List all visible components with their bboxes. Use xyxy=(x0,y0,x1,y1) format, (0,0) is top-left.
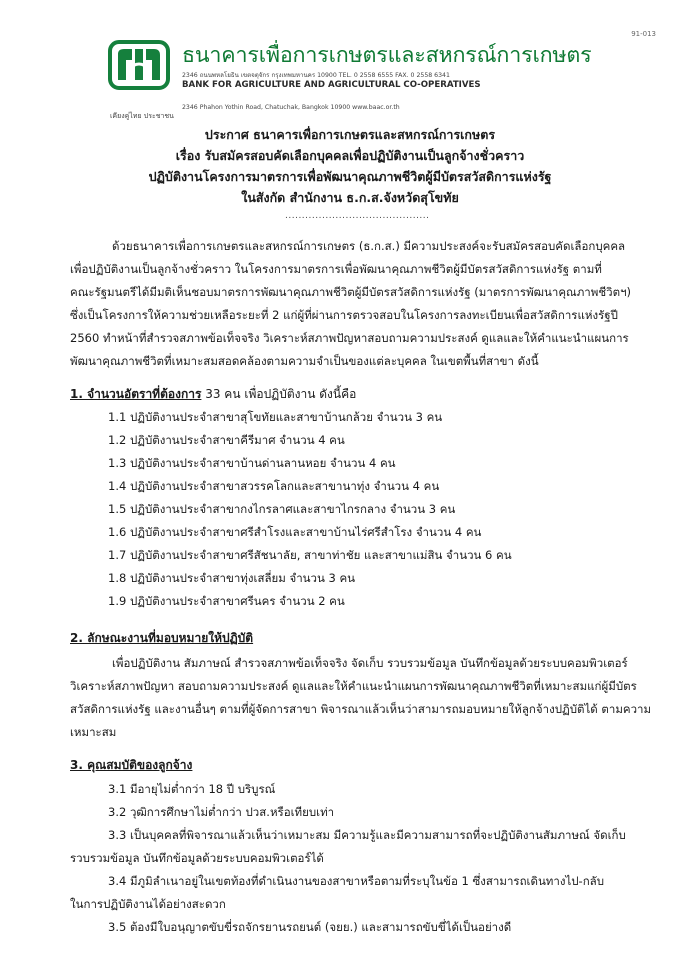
announcement-title xyxy=(120,124,580,208)
section-3-line: 3.1 มีอายุไม่ต่ำกว่า 18 ปี บริบูรณ์ xyxy=(108,782,276,796)
section-1-heading-rest: 33 คน เพื่อปฏิบัติงาน ดังนี้คือ xyxy=(201,387,357,401)
bank-name-english: BANK FOR AGRICULTURE AND AGRICULTURAL CO-OPERATIVES xyxy=(182,80,481,90)
intro-line-1: ด้วยธนาคารเพื่อการเกษตรและสหกรณ์การเกษตร (ธ.ก.ส.) มีความประสงค์จะรับสมัครสอบคัดเลือกบุคคล xyxy=(112,239,626,253)
bank-address-thai: 2346 ถนนพหลโยธิน เขตจตุจักร กรุงเทพมหานคร 10900 TEL. 0 2558 6555 FAX. 0 2558 6341 xyxy=(182,72,450,79)
section-3-line: ในการปฏิบัติงานได้อย่างสะดวก xyxy=(70,897,226,911)
section-2-line-4: เหมาะสม xyxy=(70,725,117,739)
intro-line-2: เพื่อปฏิบัติงานเป็นลูกจ้างชั่วคราว ในโครงการมาตรการเพื่อพัฒนาคุณภาพชีวิตผู้มีบัตรสวัสดิการแห่งรัฐ ตามที่ xyxy=(70,262,602,276)
section-2-line-3: สวัสดิการแห่งรัฐ และงานอื่นๆ ตามที่ผู้จัดการสาขา พิจารณาแล้วเห็นว่าสามารถมอบหมายให้ลูกจ้างปฏิบัติได้ ตามความ xyxy=(70,702,652,716)
bank-name-thai: ธนาคารเพื่อการเกษตรและสหกรณ์การเกษตร xyxy=(182,43,592,68)
intro-line-4: ซึ่งเป็นโครงการให้ความช่วยเหลือระยะที่ 2 แก่ผู้ที่ผ่านการตรวจสอบในโครงการลงทะเบียนเพื่อสวัสดิการแห่งรัฐปี xyxy=(70,308,618,322)
section-3-line: รวบรวมข้อมูล บันทึกข้อมูลด้วยระบบคอมพิวเตอร์ได้ xyxy=(70,851,324,865)
section-1-item: 1.6 ปฏิบัติงานประจำสาขาศรีสำโรงและสาขาบ้านไร่ศรีสำโรง จำนวน 4 คน xyxy=(108,525,482,539)
section-3-title xyxy=(70,756,192,775)
section-1-title xyxy=(70,385,356,404)
section-3-heading: 3. คุณสมบัติของลูกจ้าง xyxy=(70,758,193,772)
title-line-1: ประกาศ ธนาคารเพื่อการเกษตรและสหกรณ์การเกษตร xyxy=(204,127,496,142)
section-1-heading: 1. จำนวนอัตราที่ต้องการ xyxy=(70,387,202,401)
document-code: 91-013 xyxy=(631,30,656,38)
title-line-2: เรื่อง รับสมัครสอบคัดเลือกบุคคลเพื่อปฏิบัติงานเป็นลูกจ้างชั่วคราว xyxy=(175,148,525,163)
title-line-3: ปฏิบัติงานโครงการมาตรการเพื่อพัฒนาคุณภาพชีวิตผู้มีบัตรสวัสดิการแห่งรัฐ xyxy=(148,169,552,184)
section-1-item: 1.2 ปฏิบัติงานประจำสาขาคีรีมาศ จำนวน 4 คน xyxy=(108,433,345,447)
section-3-line: 3.4 มีภูมิลำเนาอยู่ในเขตท้องที่ดำเนินงานของสาขาหรือตามที่ระบุในข้อ 1 ซึ่งสามารถเดินทางไป-กลับ xyxy=(108,874,605,888)
section-1-item: 1.8 ปฏิบัติงานประจำสาขาทุ่งเสลี่ยม จำนวน 3 คน xyxy=(108,571,356,585)
section-2-line-1: เพื่อปฏิบัติงาน สัมภาษณ์ สำรวจสภาพข้อเท็จจริง จัดเก็บ รวบรวมข้อมูล บันทึกข้อมูลด้วยระบบคอมพิวเตอร์ xyxy=(112,656,628,670)
section-2-line-2: วิเคราะห์สภาพปัญหา สอบถามความประสงค์ ดูแลและให้คำแนะนำแผนการพัฒนาคุณภาพชีวิตที่เหมาะสมแก่ผู้มีบัตร xyxy=(70,679,637,693)
section-1-item: 1.7 ปฏิบัติงานประจำสาขาศรีสัชนาลัย, สาขาท่าชัย และสาขาแม่สิน จำนวน 6 คน xyxy=(108,548,512,562)
intro-line-3: คณะรัฐมนตรีได้มีมติเห็นชอบมาตรการพัฒนาคุณภาพชีวิตผู้มีบัตรสวัสดิการแห่งรัฐ (มาตรการพัฒนาคุณภาพชีวิตฯ) xyxy=(70,285,632,299)
section-3-line: 3.3 เป็นบุคคลที่พิจารณาแล้วเห็นว่าเหมาะสม มีความรู้และมีความสามารถที่จะปฏิบัติงานสัมภาษณ์ จัดเก็บ xyxy=(108,828,626,842)
baac-logo-icon xyxy=(108,40,170,90)
title-line-4: ในสังกัด สำนักงาน ธ.ก.ส.จังหวัดสุโขทัย xyxy=(241,190,459,205)
section-1-item: 1.1 ปฏิบัติงานประจำสาขาสุโขทัยและสาขาบ้านกล้วย จำนวน 3 คน xyxy=(108,410,443,424)
section-1-item: 1.5 ปฏิบัติงานประจำสาขากงไกรลาศและสาขาไกรกลาง จำนวน 3 คน xyxy=(108,502,456,516)
bank-address-english: 2346 Phahon Yothin Road, Chatuchak, Bangkok 10900 www.baac.or.th xyxy=(182,104,400,111)
section-3-line: 3.2 วุฒิการศึกษาไม่ต่ำกว่า ปวส.หรือเทียบเท่า xyxy=(108,805,335,819)
section-2-heading: 2. ลักษณะงานที่มอบหมายให้ปฏิบัติ xyxy=(70,631,254,645)
section-1-item: 1.4 ปฏิบัติงานประจำสาขาสวรรคโลกและสาขานาทุ่ง จำนวน 4 คน xyxy=(108,479,440,493)
section-1-item: 1.9 ปฏิบัติงานประจำสาขาศรีนคร จำนวน 2 คน xyxy=(108,594,345,608)
title-divider-dots: ........................................... xyxy=(285,211,430,221)
section-3-line: 3.5 ต้องมีใบอนุญาตขับขี่รถจักรยานรถยนต์ (จยย.) และสามารถขับขี่ได้เป็นอย่างดี xyxy=(108,920,512,934)
logo-caption: เคียงคู่ไทย ประชาชน xyxy=(110,112,174,120)
section-2-title xyxy=(70,629,253,648)
section-1-item: 1.3 ปฏิบัติงานประจำสาขาบ้านด่านลานหอย จำนวน 4 คน xyxy=(108,456,396,470)
intro-line-5: 2560 ทำหน้าที่สำรวจสภาพข้อเท็จจริง วิเคราะห์สภาพปัญหาสอบถามความประสงค์ ดูแลและให้คำแนะนำแผนการ xyxy=(70,331,629,345)
intro-line-6: พัฒนาคุณภาพชีวิตที่เหมาะสมสอดคล้องตามความจำเป็นของแต่ละบุคคล ในเขตพื้นที่สาขา ดังนี้ xyxy=(70,354,539,368)
